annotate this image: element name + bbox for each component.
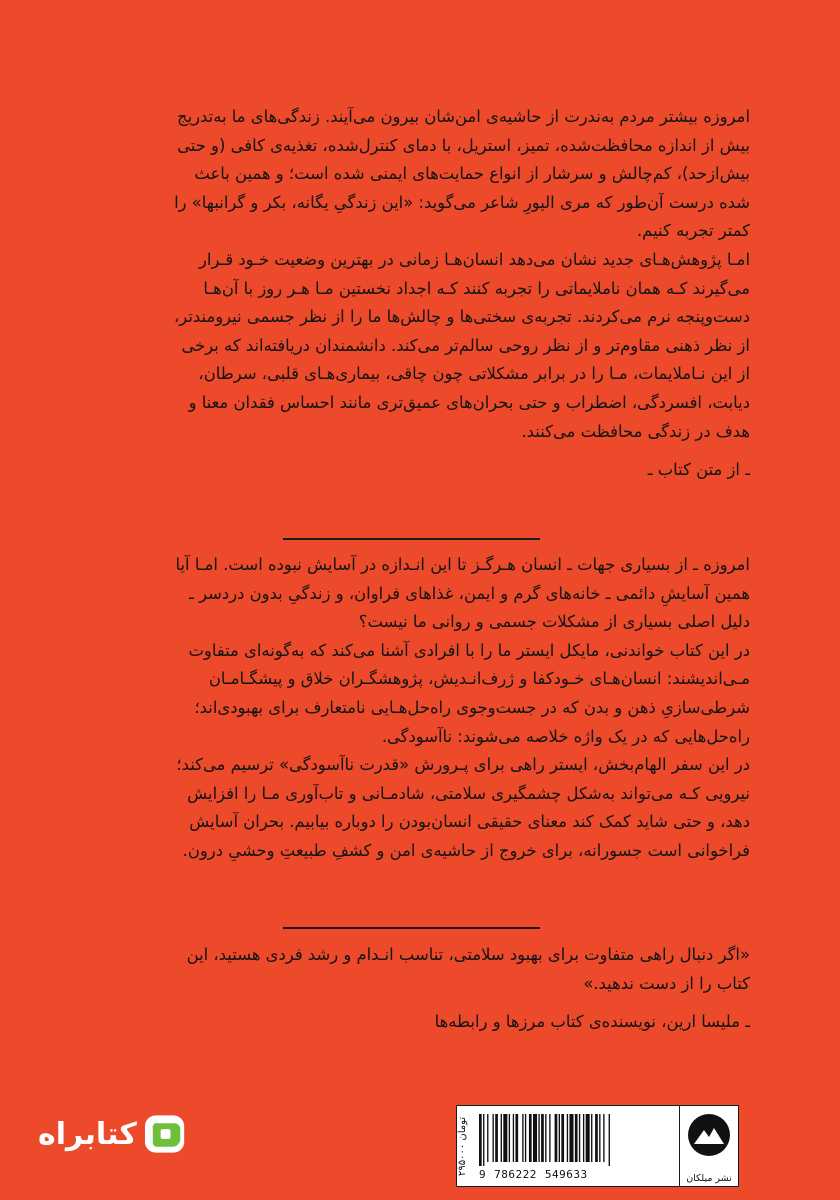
barcode-bars (477, 1106, 673, 1168)
text-line: شده درست آن‌طور که مری الیورِ شاعر می‌گوید: «این زندگیِ یگانه، بکر و گرانبها» را (174, 192, 750, 212)
isbn-prefix: 9 (479, 1168, 487, 1181)
barcode-bar (501, 1114, 502, 1162)
barcode-bar (586, 1114, 590, 1162)
text-line: از نظر ذهنی مقاوم‌تر و از نظر روحی سالم‌تر می‌کند. دانشمندان دریافته‌اند که برخی (181, 335, 750, 355)
text-line: بیش‌ازحد)، کم‌چالش و سرشار از انواع حمایت‌های ایمنی شده است؛ و همین باعث (194, 164, 750, 184)
isbn-group-1: 786222 (494, 1168, 537, 1181)
text-line: شرطی‌سازیِ ذهن و بدن که در جست‌وجوی راه‌حل‌هـایی نامتعارف برای بهبودی‌اند؛ (194, 697, 750, 717)
text-line: همین آسایشِ دائمی ـ خانه‌های گرم و ایمن، غذاهای فراوان، و زندگیِ بدون دردسر ـ (189, 583, 750, 603)
barcode-bar (609, 1114, 610, 1166)
isbn-digits (479, 1168, 588, 1181)
text-line: هدف در زندگی محافظت می‌کنند. (521, 421, 750, 441)
book-excerpt (110, 103, 750, 485)
text-line: امروزه بیشتر مردم به‌ندرت از حاشیه‌ی امن‌شان بیرون می‌آیند. زندگی‌های ما به‌تدریج (177, 107, 750, 126)
text-line: امروزه ـ از بسیاری جهات ـ انسان هـرگـز تا این انـدازه در آسایش نبوده است. امـا آیا (175, 555, 750, 574)
publisher-name: نشر میلکان (686, 1173, 732, 1184)
barcode-box (456, 1105, 739, 1187)
barcode-bar (503, 1114, 507, 1162)
text-line: می‌گیرند کـه همان ناملایماتی را تجربه کنند کـه اجداد نخستین مـا هـر روز با آن‌هـا (203, 278, 750, 298)
text-line: دهد، و حتی شاید کمک کند معنای حقیقی انسان‌بودن را دوباره بیابیم. بحران آسایش (189, 812, 750, 832)
ketabrah-logo (38, 1108, 188, 1160)
endorsement-quote (110, 941, 750, 1037)
text-line: در این کتاب خواندنی، مایکل ایستر ما را با افرادی آشنا می‌کند که به‌گونه‌ای متفاوت (188, 640, 750, 660)
barcode-bar (545, 1114, 546, 1162)
barcode-bar (595, 1114, 598, 1162)
text-line: امـا پژوهش‌هـای جدید نشان می‌دهد انسان‌هـا زمانی در بهترین وضعیت خـود قـرار (199, 249, 750, 269)
intro-paragraph-3 (110, 751, 750, 865)
excerpt-attribution: ـ از متن کتاب ـ (647, 460, 750, 480)
isbn-group-2: 549633 (544, 1168, 588, 1181)
excerpt-paragraph-1 (110, 103, 750, 246)
barcode-bar (549, 1114, 550, 1162)
text-line: دست‌وپنجه نرم می‌کردند. تجربه‌ی سختی‌ها و چالش‌ها ما را از نظر جسمی نیرومندتر، (174, 307, 750, 327)
text-line: «اگر دنبال راهی متفاوت برای بهبود سلامتی، تناسب انـدام و رشد فردی هستید، این (186, 945, 750, 964)
barcode-bar (513, 1114, 514, 1162)
barcode-bar (541, 1114, 544, 1162)
barcode-bar (555, 1114, 558, 1162)
intro-paragraph-2 (110, 637, 750, 751)
quote-text (110, 941, 750, 998)
section-divider (283, 538, 540, 540)
barcode-bar (603, 1114, 604, 1162)
barcode-bar (525, 1114, 526, 1162)
book-introduction (110, 551, 750, 866)
ketabrah-logo-icon (143, 1111, 188, 1157)
barcode-bar (579, 1114, 580, 1162)
excerpt-paragraph-2 (110, 246, 750, 446)
barcode-bar (483, 1114, 484, 1166)
barcode-bar (538, 1114, 539, 1162)
barcode-bar (529, 1114, 532, 1162)
intro-paragraph-1 (110, 551, 750, 637)
ketabrah-wordmark: کتابراه (38, 1116, 137, 1152)
barcode-bar (495, 1114, 498, 1162)
barcode-bar (509, 1114, 510, 1162)
text-line: در این سفر الهام‌بخش، ایستر راهی برای پـرورش «قدرت ناآسودگی» ترسیم می‌کند؛ (176, 755, 750, 775)
text-line: کتاب را از دست ندهید.» (583, 973, 750, 993)
barcode-bar (559, 1114, 560, 1162)
barcode-bar (583, 1114, 584, 1162)
barcode-bar (561, 1114, 564, 1162)
text-line: راه‌حل‌هایی که در یک واژه خلاصه می‌شوند: ناآسودگی. (381, 726, 750, 746)
barcode-bar (493, 1114, 494, 1162)
barcode-bar (522, 1114, 523, 1162)
barcode-bar (599, 1114, 600, 1162)
text-line: مـی‌اندیشند: انسان‌هـای خـودکفا و ژرف‌انـدیش، پژوهشگـران خلاق و پیشگـامـان (208, 669, 750, 689)
barcode-bar (569, 1114, 573, 1162)
text-line: کمتر تجربه کنیم. (636, 221, 750, 241)
barcode-bar (567, 1114, 568, 1162)
barcode-bar (591, 1114, 592, 1162)
section-divider (283, 927, 540, 929)
barcode-bar (487, 1114, 488, 1162)
barcode-bar (479, 1114, 482, 1166)
text-line: نیرویی کـه می‌تواند به‌شکل چشمگیری سلامتی، شادمـانی و تاب‌آوری مـا را افزایش (187, 783, 750, 803)
barcode-bar (515, 1114, 518, 1162)
text-line: دیابت، افسردگی، اضطراب و حتی بحران‌های عمیق‌تری مانند احساس فقدان معنا و (188, 392, 750, 412)
text-line: دلیل اصلی بسیاری از مشکلات جسمی و روانی ما نیست؟ (358, 612, 750, 632)
price-label: ۲۹۵۰۰۰ تومان (457, 1116, 468, 1176)
text-line: از این نـاملایمات، مـا را در برابر مشکلاتی چون چاقی، بیماری‌هـای قلبی، سرطان، (198, 364, 750, 384)
barcode-bar (575, 1114, 578, 1162)
text-line: بیش از اندازه محافظت‌شده، تمیز، استریل، با دمای کنترل‌شده، تغذیه‌ی کافی (و حتی (177, 135, 750, 155)
text-line: فراخوانی است جسورانه، برای خروج از حاشیه‌ی امن و کشفِ طبیعتِ وحشیِ درون. (182, 840, 750, 860)
mountains-icon (686, 1112, 732, 1158)
quote-attribution: ـ ملیسا ارین، نویسنده‌ی کتاب مرزها و رابطه‌ها (434, 1012, 750, 1032)
barcode-bar (533, 1114, 537, 1162)
publisher-logo (679, 1106, 738, 1186)
